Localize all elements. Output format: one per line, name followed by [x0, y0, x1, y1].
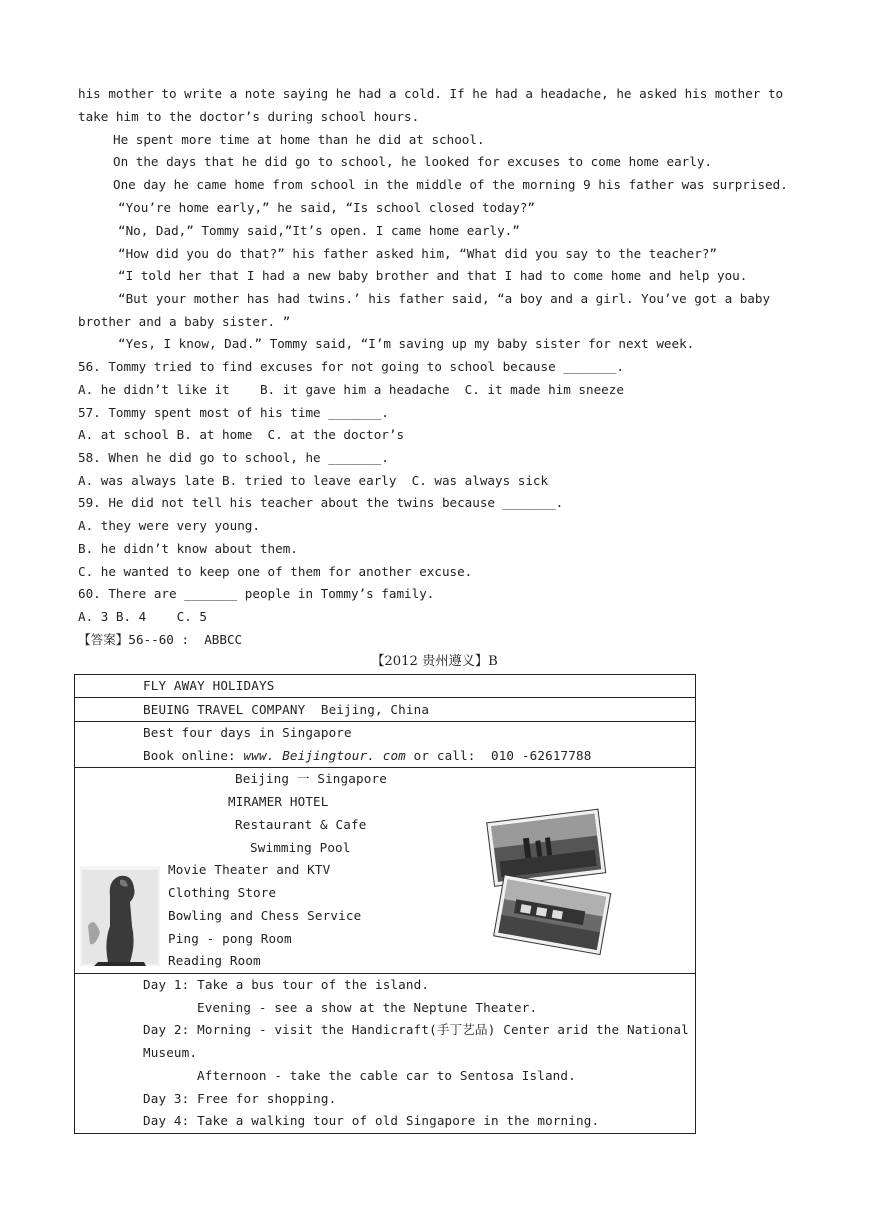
ad-facility: Movie Theater and KTV: [168, 862, 331, 877]
story-line: “I told her that I had a new baby brother and that I had to come home and help you.: [118, 268, 748, 283]
question-59: 59. He did not tell his teacher about the twins because _______.: [78, 495, 564, 510]
itinerary-day3: Day 3: Free for shopping.: [143, 1091, 337, 1106]
table-divider: [75, 973, 695, 974]
ad-pool: Swimming Pool: [250, 840, 351, 855]
option-59c: C. he wanted to keep one of them for another excuse.: [78, 564, 473, 579]
table-divider: [75, 721, 695, 722]
itinerary-day1: Day 1: Take a bus tour of the island.: [143, 977, 430, 992]
merlion-photo: [80, 866, 160, 966]
story-line: brother and a baby sister. ”: [78, 314, 291, 329]
question-57: 57. Tommy spent most of his time _______.: [78, 405, 389, 420]
ad-facility: Reading Room: [168, 953, 261, 968]
ad-restaurant: Restaurant & Cafe: [235, 817, 367, 832]
story-line: “But your mother has had twins.’ his father said, “a boy and a girl. You’ve got a baby: [118, 291, 771, 306]
story-line: On the days that he did go to school, he looked for excuses to come home early.: [113, 154, 712, 169]
story-line: take him to the doctor’s during school hours.: [78, 109, 420, 124]
ad-facility: Clothing Store: [168, 885, 277, 900]
options-56: A. he didn’t like it B. it gave him a headache C. it made him sneeze: [78, 382, 624, 397]
itinerary-day2: Day 2: Morning - visit the Handicraft(手丁艺品) Center arid the National: [143, 1022, 689, 1037]
story-line: “Yes, I know, Dad.” Tommy said, “I’m saving up my baby sister for next week.: [118, 336, 695, 351]
options-60: A. 3 B. 4 C. 5: [78, 609, 207, 624]
ad-company: BEUING TRAVEL COMPANY Beijing, China: [143, 702, 430, 717]
ad-hotel: MIRAMER HOTEL: [228, 794, 329, 809]
options-57: A. at school B. at home C. at the doctor’s: [78, 427, 405, 442]
ad-facility: Bowling and Chess Service: [168, 908, 362, 923]
answer-key: 【答案】56--60 : ABBCC: [78, 632, 243, 647]
story-line: “How did you do that?” his father asked him, “What did you say to the teacher?”: [118, 246, 717, 261]
table-divider: [75, 697, 695, 698]
itinerary-day4: Day 4: Take a walking tour of old Singapore in the morning.: [143, 1113, 600, 1128]
question-58: 58. When he did go to school, he _______.: [78, 450, 389, 465]
itinerary-day2-afternoon: Afternoon - take the cable car to Sentosa Island.: [197, 1068, 576, 1083]
itinerary-day2-cont: Museum.: [143, 1045, 198, 1060]
singapore-photos: [484, 806, 614, 956]
ad-header-title: FLY AWAY HOLIDAYS: [143, 678, 275, 693]
itinerary-day1-evening: Evening - see a show at the Neptune Theater.: [197, 1000, 538, 1015]
option-59b: B. he didn’t know about them.: [78, 541, 298, 556]
booking-url: www. Beijingtour. com: [243, 748, 406, 763]
booking-prefix: Book online:: [143, 748, 244, 763]
story-line: One day he came home from school in the middle of the morning 9 his father was surprised.: [113, 177, 788, 192]
story-line: “You’re home early,” he said, “Is school closed today?”: [118, 200, 536, 215]
option-59a: A. they were very young.: [78, 518, 260, 533]
ad-route: Beijing 一 Singapore: [235, 771, 387, 786]
table-divider: [75, 767, 695, 768]
question-56: 56. Tommy tried to find excuses for not going to school because _______.: [78, 359, 624, 374]
story-line: He spent more time at home than he did at school.: [113, 132, 485, 147]
options-58: A. was always late B. tried to leave early C. was always sick: [78, 473, 549, 488]
ad-best-days: Best four days in Singapore: [143, 725, 352, 740]
ad-facility: Ping - pong Room: [168, 931, 292, 946]
story-line: his mother to write a note saying he had a cold. If he had a headache, he asked his mother to: [78, 86, 784, 101]
question-60: 60. There are _______ people in Tommy’s family.: [78, 586, 435, 601]
story-line: “No, Dad,” Tommy said,”It’s open. I came home early.”: [118, 223, 520, 238]
booking-phone: or call: 010 -62617788: [405, 748, 592, 763]
section-title: 【2012 贵州遵义】B: [371, 654, 498, 669]
ad-booking: [143, 746, 591, 766]
